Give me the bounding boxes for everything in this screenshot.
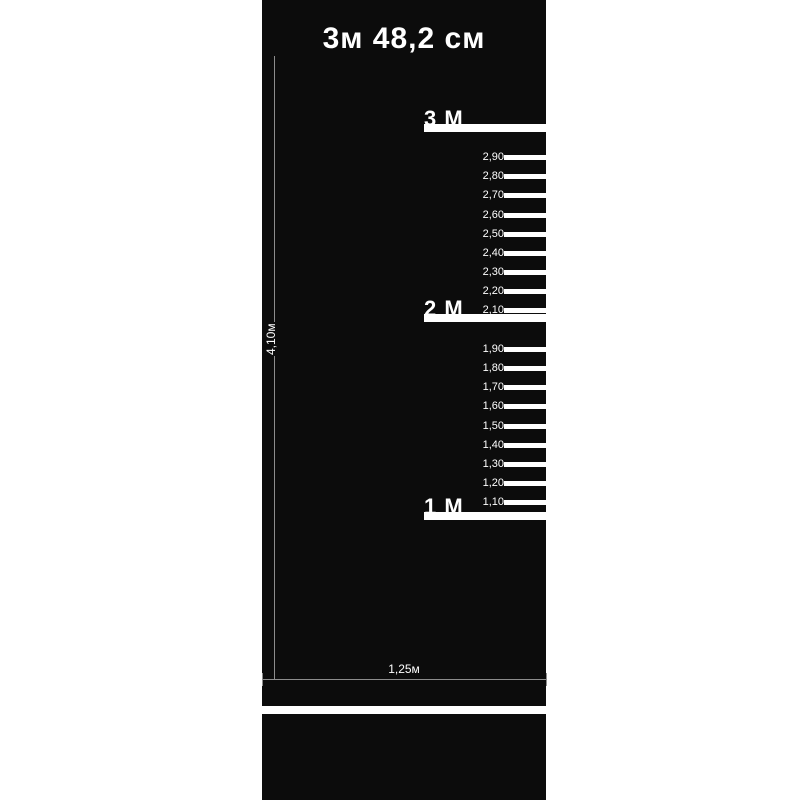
horizontal-dimension-line (262, 679, 546, 680)
minor-tick-label: 1,60 (482, 400, 504, 412)
minor-tick (504, 500, 546, 505)
minor-tick (504, 193, 546, 198)
minor-tick (504, 308, 546, 313)
minor-tick-label: 1,70 (482, 381, 504, 393)
minor-tick-label: 1,40 (482, 439, 504, 451)
minor-tick (504, 424, 546, 429)
minor-tick (504, 443, 546, 448)
minor-tick-label: 1,90 (482, 343, 504, 355)
minor-tick (504, 289, 546, 294)
minor-tick (504, 155, 546, 160)
horizontal-dimension-label: 1,25м (388, 662, 420, 676)
major-mark-label-1m: 1 М (424, 494, 464, 519)
minor-tick (504, 481, 546, 486)
minor-tick (504, 385, 546, 390)
minor-tick-label: 2,70 (482, 189, 504, 201)
minor-tick (504, 232, 546, 237)
minor-tick-label: 2,10 (482, 304, 504, 316)
minor-tick (504, 347, 546, 352)
overall-height-label: 3м 48,2 см (262, 22, 546, 56)
vertical-dimension-label: 4,10м (264, 323, 278, 355)
minor-tick-label: 2,20 (482, 285, 504, 297)
minor-tick-label: 1,20 (482, 477, 504, 489)
minor-tick (504, 174, 546, 179)
baseline-rule (262, 706, 546, 714)
major-mark-label-2m: 2 М (424, 296, 464, 321)
horizontal-dimension-tip-right (546, 673, 547, 686)
minor-tick-label: 2,80 (482, 170, 504, 182)
minor-tick-label: 2,90 (482, 151, 504, 163)
minor-tick (504, 366, 546, 371)
minor-tick-label: 2,60 (482, 209, 504, 221)
minor-tick-label: 2,40 (482, 247, 504, 259)
minor-tick-label: 1,30 (482, 458, 504, 470)
minor-tick (504, 213, 546, 218)
major-mark-label-3m: 3 М (424, 106, 464, 131)
minor-tick-label: 2,30 (482, 266, 504, 278)
minor-tick-label: 1,80 (482, 362, 504, 374)
minor-tick-label: 2,50 (482, 228, 504, 240)
minor-tick (504, 404, 546, 409)
vertical-dimension-line (274, 34, 275, 679)
minor-tick-label: 1,10 (482, 496, 504, 508)
minor-tick (504, 251, 546, 256)
minor-tick (504, 270, 546, 275)
minor-tick-label: 1,50 (482, 420, 504, 432)
minor-tick (504, 462, 546, 467)
